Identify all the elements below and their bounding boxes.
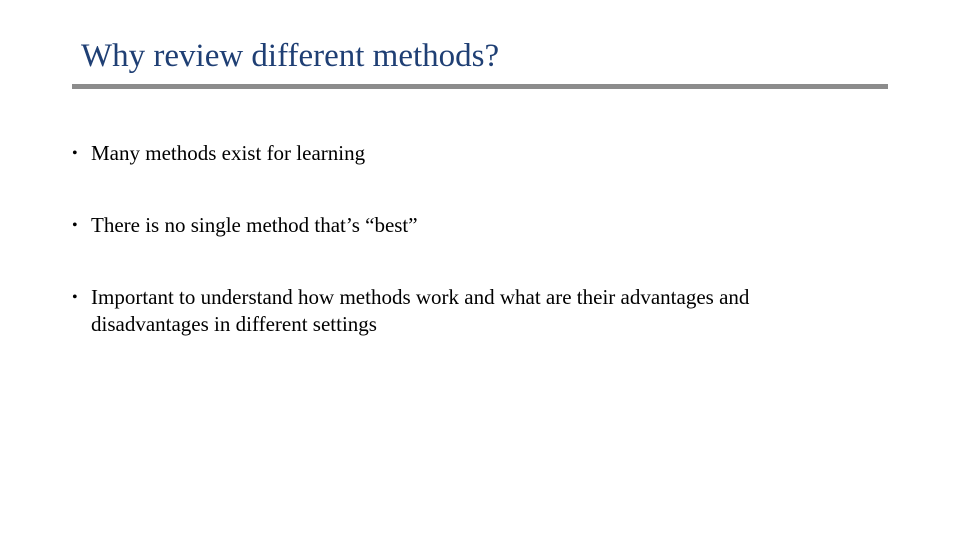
slide-title: Why review different methods? xyxy=(81,38,500,74)
bullet-text: There is no single method that’s “best” xyxy=(91,213,418,237)
bullet-item xyxy=(72,140,872,167)
bullet-item xyxy=(72,212,872,239)
bullet-dot-icon: • xyxy=(72,289,78,306)
bullet-dot-icon: • xyxy=(72,217,78,234)
bullet-dot-icon: • xyxy=(72,145,78,162)
bullet-list xyxy=(72,140,872,383)
bullet-text: Many methods exist for learning xyxy=(91,141,366,165)
bullet-text: Important to understand how methods work and what are their advantages and disadvantages in different settings xyxy=(91,285,750,336)
title-divider xyxy=(72,84,888,89)
bullet-item xyxy=(72,284,872,338)
